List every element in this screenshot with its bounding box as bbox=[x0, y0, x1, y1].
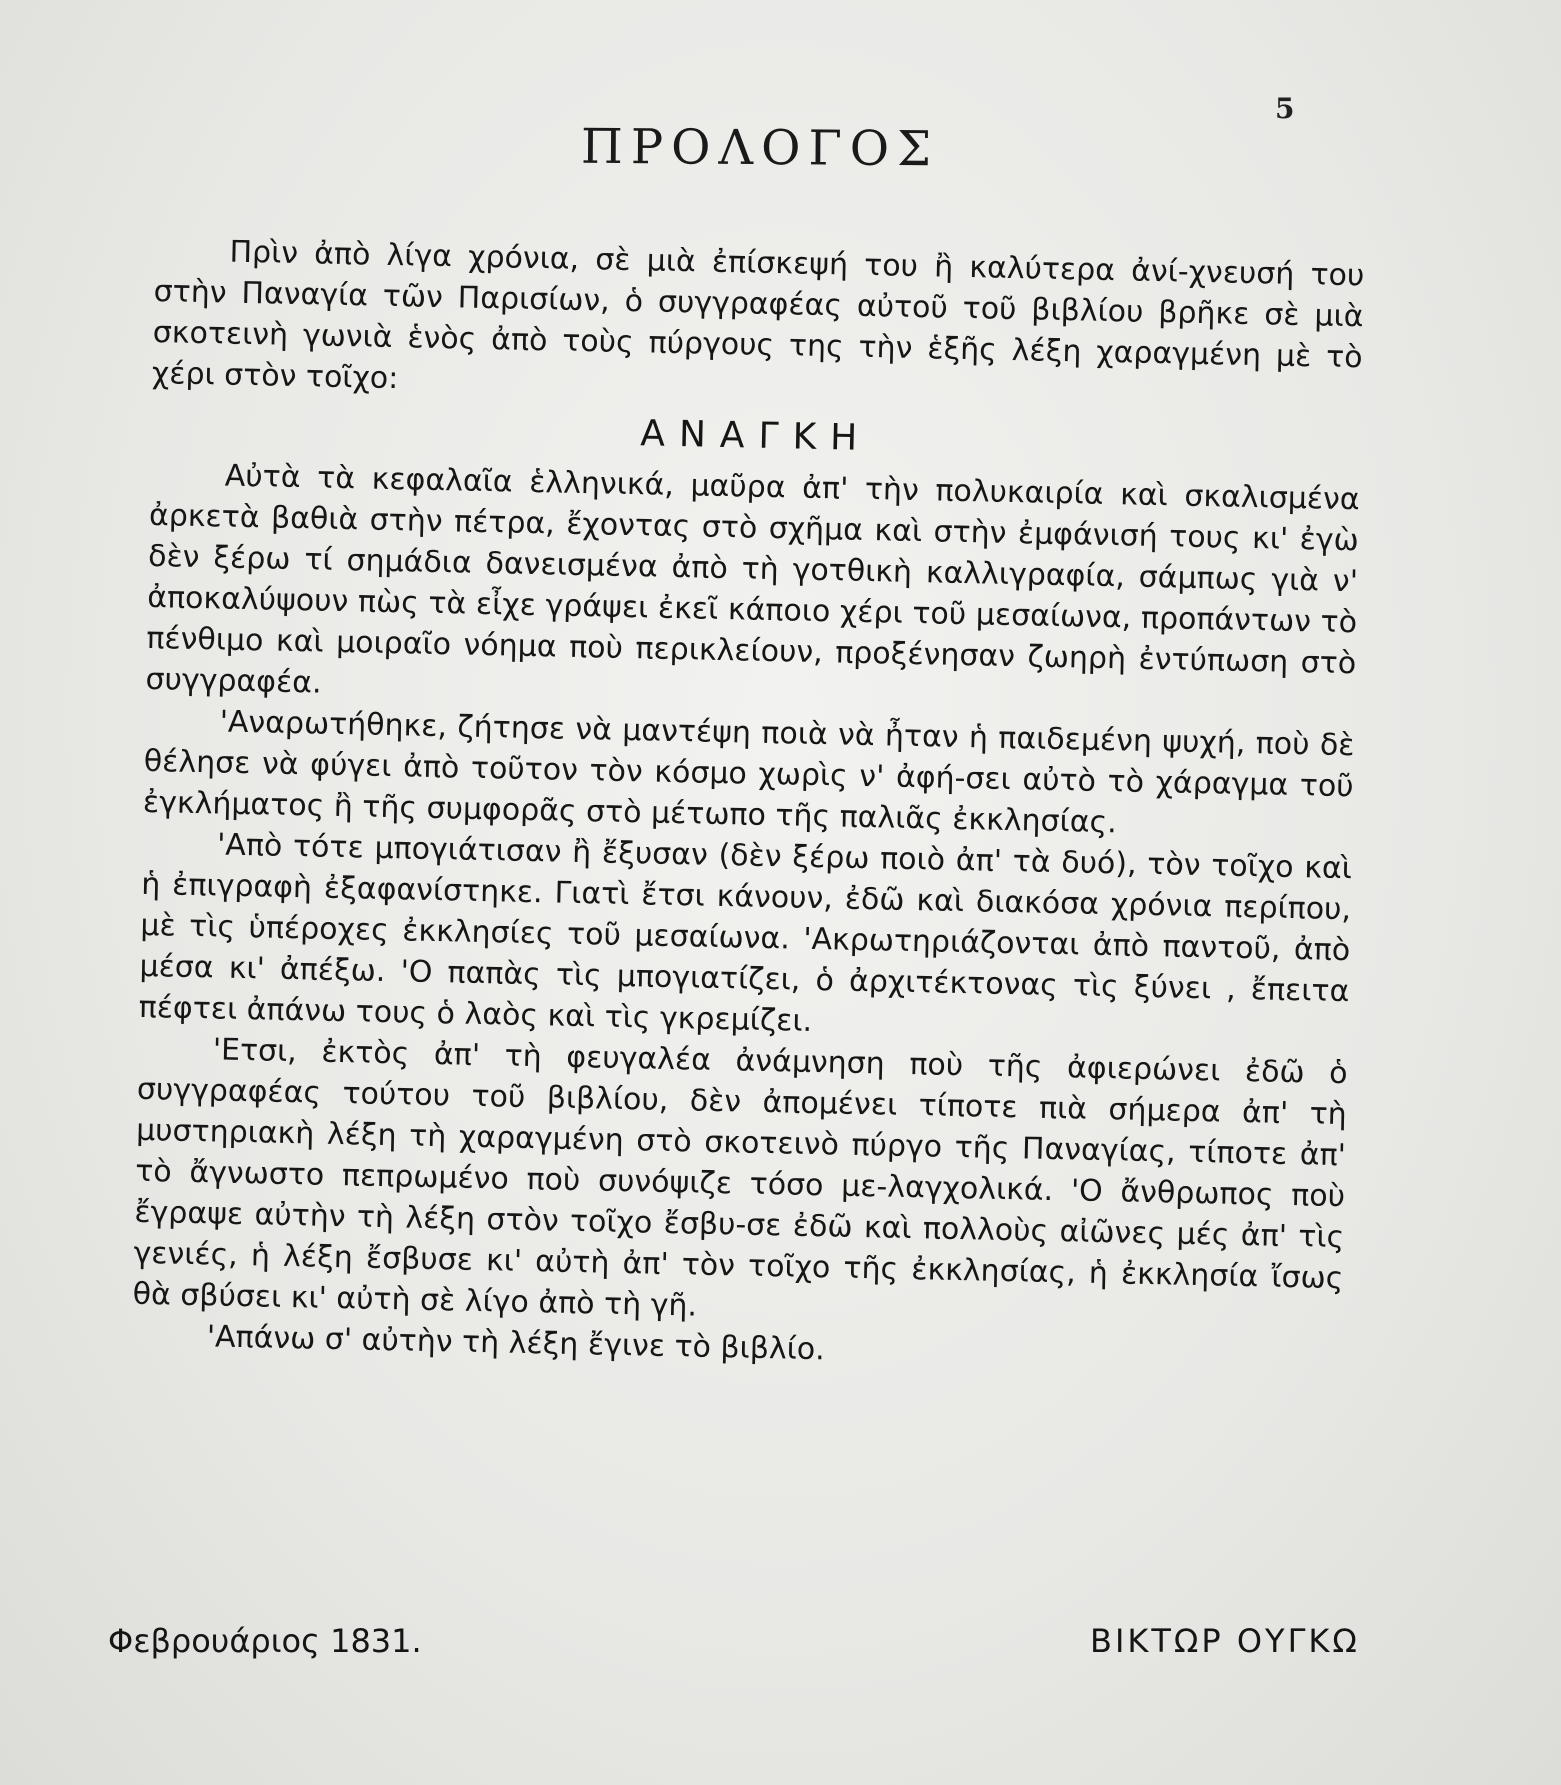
page-number: 5 bbox=[1275, 92, 1295, 125]
page-title: ΠΡΟΛΟΓΟΣ bbox=[580, 118, 940, 178]
author-signature: ΒΙΚΤΩΡ ΟΥΓΚΩ bbox=[1090, 1622, 1360, 1660]
paragraph-question: 'Αναρωτήθηκε, ζήτησε νὰ μαντέψη ποιὰ νὰ ἦταν ἡ παιδεμένη ψυχή, ποὺ δὲ θέλησε νὰ φύγει ἀπὸ τοῦτον τὸν κόσμο χωρὶς ν' ἀφή-σει αὐτὸ τὸ χάραγμα τοῦ ἐγκλήματος ἢ τῆς συμφορᾶς στὸ μέτωπο τῆς παλιᾶς ἐκκλησίας. bbox=[142, 704, 1355, 841]
prologue-text bbox=[131, 230, 1364, 1381]
paragraph-letters: Αὐτὰ τὰ κεφαλαῖα ἑλληνικά, μαῦρα ἀπ' τὴν πολυκαιρία καὶ σκαλισμένα ἀρκετὰ βαθιὰ στὴν πέτρα, ἔχοντας στὸ σχῆμα καὶ στὴν ἐμφάνισή τους κι' ἐγὼ δὲν ξέρω τί σημάδια δανεισμένα ἀπὸ τὴ γοτθικὴ καλλιγραφία, σάμπως γιὰ ν' ἀποκαλύψουν πὼς τὰ εἶχε γράψει ἐκεῖ κάποιο χέρι τοῦ μεσαίωνα, προπάντων τὸ πένθιμο καὶ μοιραῖο νόημα ποὺ περικλείουν, προξένησαν ζωηρὴ ἐντύπωση στὸ συγγραφέα. bbox=[145, 458, 1360, 701]
inscription-word: ΑΝΑΓΚΗ bbox=[639, 413, 872, 460]
paragraph-memory: 'Ετσι, ἐκτὸς ἀπ' τὴ φευγαλέα ἀνάμνηση ποὺ τῆς ἀφιερώνει ἐδῶ ὁ συγγραφέας τούτου τοῦ βιβλίου, δὲν ἀπομένει τίποτε πιὰ σήμερα ἀπ' τὴ μυστηριακὴ λέξη τὴ χαραγμένη στὸ σκοτεινὸ πύργο τῆς Παναγίας, τίποτε ἀπ' τὸ ἄγνωστο πεπρωμένο ποὺ συνόψιζε τόσο με-λαγχολικά. 'Ο ἄνθρωπος ποὺ ἔγραψε αὐτὴν τὴ λέξη στὸν τοῖχο ἔσβυ-σε ἐδῶ καὶ πολλοὺς αἰῶνες μές ἀπ' τὶς γενιές, ἡ λέξη ἔσβυσε κι' αὐτὴ ἀπ' τὸν τοῖχο τῆς ἐκκλησίας, ἡ ἐκκλησία ἴσως θὰ σβύσει κι' αὐτὴ σὲ λίγο ἀπὸ τὴ γῆ. bbox=[132, 1032, 1348, 1324]
paragraph-intro: Πρὶν ἀπὸ λίγα χρόνια, σὲ μιὰ ἐπίσκεψή του ἢ καλύτερα ἀνί-χνευσή του στὴν Παναγία τῶν Παρισίων, ὁ συγγραφέας αὐτοῦ τοῦ βιβλίου βρῆκε σὲ μιὰ σκοτεινὴ γωνιὰ ἑνὸς ἀπὸ τοὺς πύργους της τὴν ἑξῆς λέξη χαραγμένη μὲ τὸ χέρι στὸν τοῖχο: bbox=[151, 234, 1365, 397]
paragraph-closing: 'Απάνω σ' αὐτὴν τὴ λέξη ἔγινε τὸ βιβλίο. bbox=[206, 1319, 826, 1368]
footer-date: Φεβρουάριος 1831. bbox=[108, 1622, 422, 1660]
paragraph-erased: 'Απὸ τότε μπογιάτισαν ἢ ἔξυσαν (δὲν ξέρω ποιὸ ἀπ' τὰ δυό), τὸν τοῖχο καὶ ἡ ἐπιγραφὴ ἐξαφανίστηκε. Γιατὶ ἔτσι κάνουν, ἐδῶ καὶ διακόσα χρόνια περίπου, μὲ τὶς ὑπέροχες ἐκκλησίες τοῦ μεσαίωνα. 'Ακρωτηριάζονται ἀπὸ παντοῦ, ἀπὸ μέσα κι' ἀπέξω. 'Ο παπὰς τὶς μπογιατίζει, ὁ ἀρχιτέκτονας τὶς ξύνει , ἔπειτα πέφτει ἀπάνω τους ὁ λαὸς καὶ τὶς γκρεμίζει. bbox=[138, 827, 1353, 1039]
